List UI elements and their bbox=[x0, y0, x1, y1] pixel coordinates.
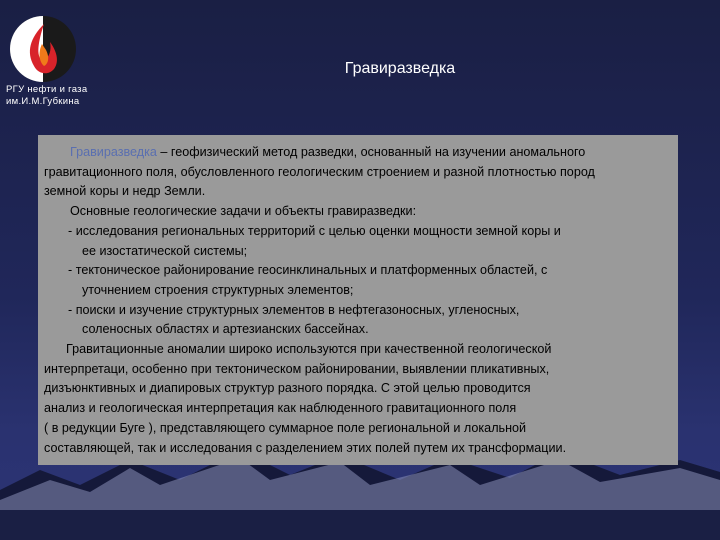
text-line: Гравитационные аномалии широко используются при качественной геологической bbox=[66, 342, 552, 357]
list-item-continuation: ее изостатической системы; bbox=[82, 243, 248, 258]
university-name-line1: РГУ нефти и газа bbox=[6, 84, 88, 95]
text-line: земной коры и недр Земли. bbox=[44, 184, 206, 199]
text-line: интерпретаци, особенно при тектоническом районировании, выявлении пликативных, bbox=[44, 361, 550, 376]
text-line: Основные геологические задачи и объекты гравиразведки: bbox=[70, 204, 417, 219]
university-name bbox=[6, 84, 87, 108]
page-title: Гравиразведка bbox=[344, 60, 456, 77]
list-item: - поиски и изучение структурных элементов в нефтегазоносных, угленосных, bbox=[68, 302, 520, 317]
highlighted-term: Гравиразведка bbox=[70, 145, 157, 159]
university-logo bbox=[8, 14, 78, 84]
text-line: анализ и геологическая интерпретация как наблюденного гравитационного поля bbox=[44, 401, 517, 416]
university-name-line2: им.И.М.Губкина bbox=[6, 96, 80, 107]
list-item: - исследования региональных территорий с целью оценки мощности земной коры и bbox=[68, 223, 561, 238]
slide-body bbox=[44, 143, 674, 458]
list-item: - тектоническое районирование геосинклинальных и платформенных областей, с bbox=[68, 263, 548, 278]
list-item-continuation: уточнением строения структурных элементов; bbox=[82, 282, 354, 297]
text-line: дизъюнктивных и диапировых структур разного порядка. С этой целью проводится bbox=[44, 381, 531, 396]
text-line: гравитационного поля, обусловленного геологическим строением и разной плотностью пород bbox=[44, 164, 595, 179]
text-line: составляющей, так и исследования с разделением этих полей путем их трансформации. bbox=[44, 440, 567, 455]
paragraph-line bbox=[44, 143, 674, 163]
text-line: ( в редукции Буге ), представляющего суммарное поле региональной и локальной bbox=[44, 420, 527, 435]
list-item-continuation: соленосных областях и артезианских бассейнах. bbox=[82, 322, 369, 337]
text-line: – геофизический метод разведки, основанный на изучении аномального bbox=[160, 145, 586, 159]
